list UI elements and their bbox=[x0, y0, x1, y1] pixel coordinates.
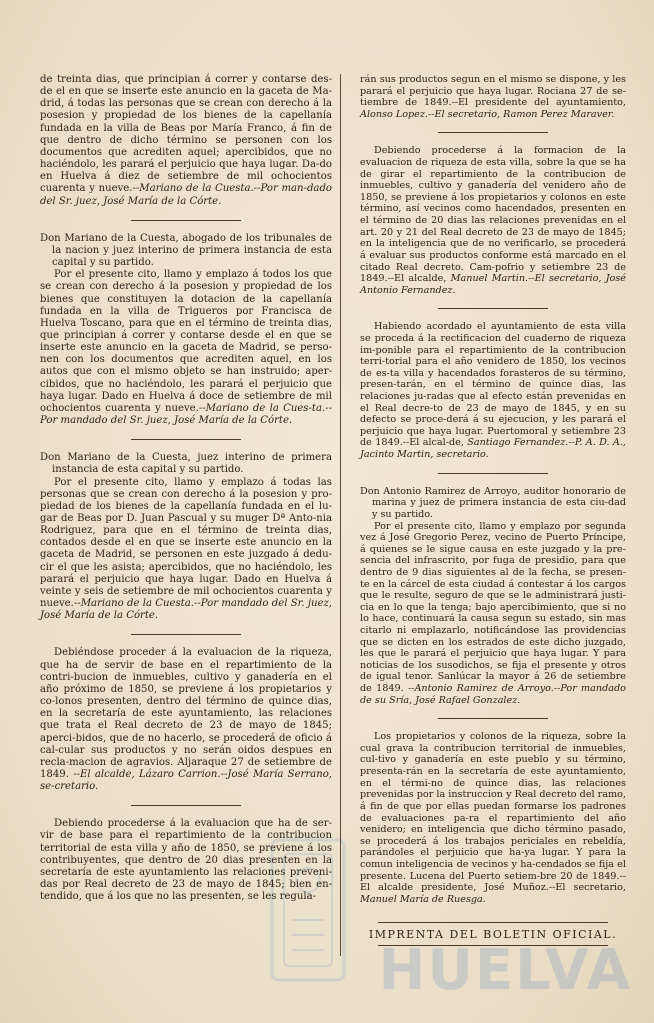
notice-left-4 bbox=[40, 647, 332, 793]
separator-rule bbox=[131, 634, 241, 635]
notice-heading: Don Mariano de la Cuesta, abogado de los tribunales de la nacion y juez interino de primera instancia de esta capital y su partido. bbox=[40, 232, 332, 269]
notice-signature: Manuel Martin.--El secretario, José Antonio Fernandez. bbox=[360, 273, 626, 296]
notice-text: de treinta dias, que principian á correr y contarse des-de el en que se inserte este anuncio en la gaceta de Ma-drid, á todas las personas que se crean con derecho á la posesion y propiedad de los bienes de la capellanía fundada en la villa de Beas por María Franco, á fin de que dentro de dicho término se personen con los documentos que acrediten aquel; apercibidos, que no haciéndolo, les parará el perjuicio que haya lugar. Da-do en Huelva á diez de setiembre de mil ochocientos cuarenta y nueve.-- bbox=[40, 74, 332, 195]
notice-right-2 bbox=[360, 145, 626, 296]
separator-rule bbox=[438, 308, 548, 309]
notice-text: Debiéndose proceder á la evaluacion de la riqueza, que ha de servir de base en el repartimiento de la contri-bucion de inmuebles, cultivo y ganadería en el año próximo de 1850, se previene á los propietarios y co-lonos presenten, dentro del término de quince dias, en la secretaría de este ayuntamiento, las relaciones que trata el Real decreto de 23 de mayo de 1845; aperci-bidos, que de no hacerlo, se procederá de oficio á cal-cular sus productos y no serán oidos despues en recla-macion de agravios. Aljaraque 27 de setiembre de 1849. bbox=[40, 647, 332, 780]
notice-signature: --Antonio Ramirez de Arroyo.--Por mandado de su Sría, José Rafael Gonzalez. bbox=[360, 683, 626, 706]
right-column bbox=[360, 74, 626, 905]
notice-right-4 bbox=[360, 486, 626, 707]
notice-heading: Don Mariano de la Cuesta, juez interino de primera instancia de esta capital y su partido. bbox=[40, 452, 332, 476]
notice-signature: Mariano de la Cues-ta.--Por mandado del Sr. juez, José María de la Córte. bbox=[40, 402, 333, 427]
separator-rule bbox=[438, 473, 548, 474]
notice-left-2 bbox=[40, 233, 332, 428]
notice-text: Por el presente cito, llamo y emplazo á todos los que se crean con derecho á la posesion y propiedad de los bienes que constituyen la dotacion de la capellanía fundada en la villa de Trigueros por Francisca de Huelva Toscano, para que en el término de treinta dias, que principian á correr y contarse desde el en que se inserte este anuncio en la gaceta de Madrid, se perso-nen con los documentos que acrediten aquel, en los autos que con el mismo objeto se han instruido; aper-cibidos, que no haciéndolo, les parará el perjuicio que haya lugar. Dado en Huelva á doce de setiembre de mil ochocientos cuarenta y nueve.-- bbox=[40, 269, 332, 414]
notice-right-5 bbox=[360, 731, 626, 905]
notice-signature: Mariano de la Cuesta.--Por man-dado del Sr. juez, José María de la Córte. bbox=[40, 183, 332, 207]
notice-text: Por el presente cito, llamo y emplazo por segunda vez á José Gregorio Perez, vecino de Puerto Príncipe, á quienes se le sigue causa en este juzgado y la pre-sencia del infrascrito, por fuga de presidio, para que dentro de 9 dias siguientes al de la fecha, se presen-te en la cárcel de esta ciudad á contestar á los cargos que le resulte, seguro de que se le administrará justi-cia en lo que la tenga; bajo apercibimiento, que si no lo hace, continuará la causa segun su estado, sin mas citarlo ni emplazarlo, notificándose las providencias que se dicten en los estrados de este dicho juzgado, les que le parará el perjuicio que haya lugar. Y para noticias de los susodichos, se fija el presente y otros de igual tenor. Sanlúcar la mayor á 26 de setiembre de 1849. bbox=[360, 520, 626, 695]
notice-right-3 bbox=[360, 321, 626, 460]
notice-signature: Manuel María de Ruesga. bbox=[360, 893, 486, 905]
separator-rule bbox=[131, 220, 241, 221]
separator-rule bbox=[438, 718, 548, 719]
column-divider bbox=[340, 74, 341, 956]
huelva-watermark: HUELVA bbox=[378, 938, 632, 1003]
notice-left-5 bbox=[40, 818, 332, 903]
notice-text: Habiendo acordado el ayuntamiento de esta villa se proceda á la rectificacion del cuaderno de riqueza im-ponible para el repartimiento de la contribucion terri-torial para el año venidero de 1850, los vecinos de es-ta villa y hacendados forasteros de su término, presen-tarán, en el término de quince dias, las relaciones ju-radas que al efecto están prevenidas en el Real decre-to de 23 de mayo de 1845, y en su defecto se proce-derá á su ejecucion, y les parará el perjuicio que haya lugar. Puertomoral y setiembre 23 de 1849.--El alcal-de, bbox=[360, 321, 626, 449]
notice-signature: Santiago Fernandez.--P. A. D. A., Jacinto Martin, secretario. bbox=[360, 437, 626, 461]
separator-rule bbox=[131, 805, 241, 806]
printer-imprint: IMPRENTA DEL BOLETIN OFICIAL. bbox=[368, 928, 618, 941]
notice-signature: Alonso Lopez.--El secretario, Ramon Perez Maraver. bbox=[360, 108, 615, 120]
notice-heading: Don Antonio Ramirez de Arroyo, auditor honorario de marina y juez de primera instancia de esta ciu-dad y su partido. bbox=[360, 485, 626, 520]
notice-signature: Mariano de la Cuesta.--Por mandado del Sr. juez, José María de la Córte. bbox=[40, 598, 332, 622]
notice-left-3 bbox=[40, 452, 332, 622]
notice-text: Debiendo procederse á la evaluacion que ha de ser-vir de base para el repartimiento de la contribucion territorial de esta villa y año de 1850, se previene á los contribuyentes, que dentro de 20 dias presenten en la secretaría de este ayuntamiento las relaciones preveni-das por Real decreto de 23 de mayo de 1845; bien en-tendido, que á los que no las presenten, se les regula- bbox=[40, 818, 332, 903]
separator-rule bbox=[131, 439, 241, 440]
notice-text: Por el presente cito, llamo y emplazo á todas las personas que se crean con derecho á la posesion y pro-piedad de los bienes de la capellanía fundada en el lu-gar de Beas por D. Juan Pascual y su muger Dª Anto-nia Rodriguez, para que en el término de treinta dias, contados desde el en que se inserte este anuncio en la gaceta de Madrid, se personen en este juzgado á dedu-cir el que les asista; apercibidos, que no haciéndolo, les parará el perjuicio que haya lugar. Dado en Huelva á veinte y seis de setiembre de mil ochocientos cuarenta y nueve.-- bbox=[40, 476, 332, 610]
separator-rule bbox=[438, 132, 548, 133]
left-column bbox=[40, 74, 332, 903]
notice-text: rán sus productos segun en el mismo se dispone, y les parará el perjuicio que haya lugar. Rociana 27 de se-tiembre de 1849.--El presidente del ayuntamiento, bbox=[360, 74, 626, 109]
notice-right-1 bbox=[360, 74, 626, 120]
notice-left-1 bbox=[40, 74, 332, 208]
notice-text: Los propietarios y colonos de la riqueza, sobre la cual grava la contribucion territorial de inmuebles, cul-tivo y ganadería en este pueblo y su término, presenta-rán en la secretaría de este ayuntamiento, en el térmi-no de quince dias, las relaciones prevenidas por la instruccion y Real decreto del ramo, á fin de que por ellas puedan formarse los padrones de evaluaciones pa-ra el repartimiento del año venidero; en inteligencia que dicho término pasado, se procederá á los trabajos periciales en rebeldía, parándoles el perjuicio que ha-ya lugar. Y para la comun inteligencia de vecinos y ha-cendados se fija el presente. Lucena del Puerto setiem-bre 20 de 1849.--El alcalde presidente, José Muñoz.--El secretario, bbox=[360, 731, 626, 894]
notice-text: Debiendo procederse á la formacion de la evaluacion de riqueza de esta villa, sobre la que se ha de girar el repartimiento de la contribucion de inmuebles, cultivo y ganadería del venidero año de 1850, se previene á los propietarios y colonos en este término, así vecinos como hacendados, presenten en el término de 20 dias las relaciones prevenidas en el art. 20 y 21 del Real decreto de 23 de mayo de 1845; en la inteligencia que de no verificarlo, se procederá á evaluar sus productos conforme está marcado en el citado Real decreto. Cam-pofrio y setiembre 23 de 1849.--El alcalde, bbox=[360, 145, 626, 285]
footer-rule-top bbox=[378, 922, 608, 923]
notice-signature: --El alcalde, Lázaro Carrion.--José María Serrano, se-cretario. bbox=[40, 768, 332, 793]
